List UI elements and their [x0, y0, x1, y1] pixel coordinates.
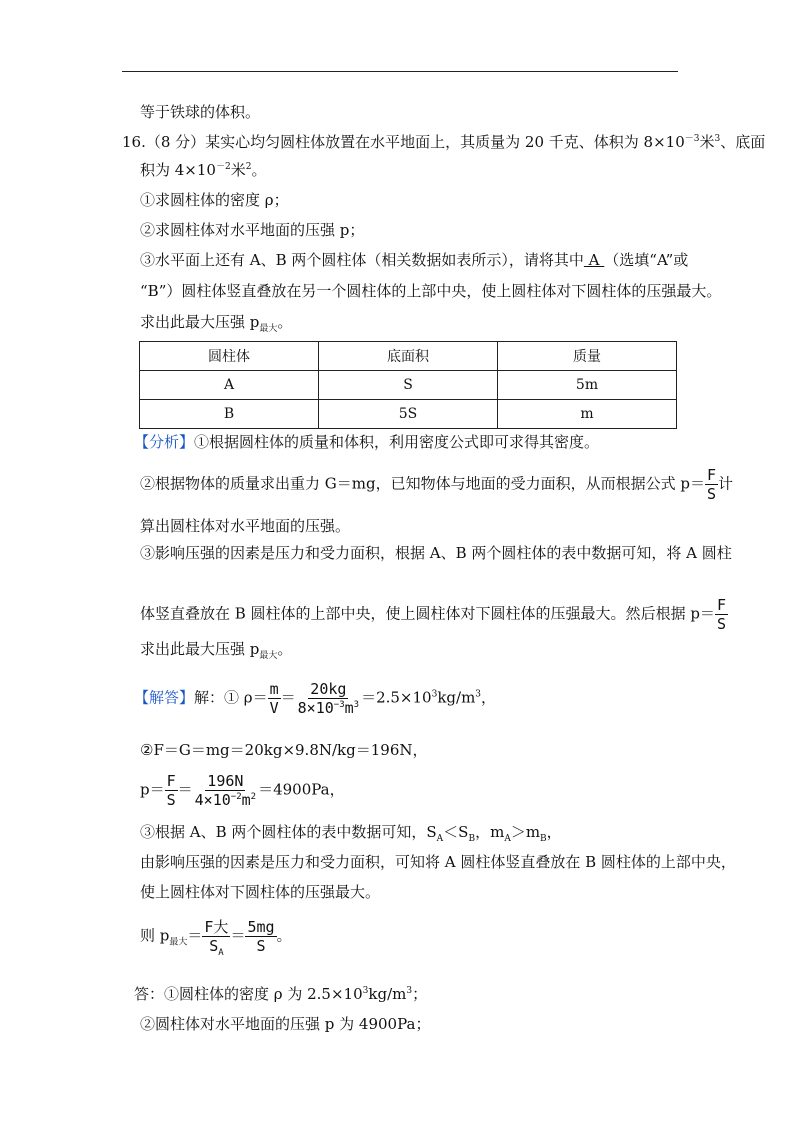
answer-line7: 则 $p_{最大}=$ $\frac{\text{F大}}{S_A}$ ＝ $\frac{5mg}{S}$ 。: [140, 918, 292, 958]
analysis-line2: ②根据物体的质量求出重力 G＝mg，已知物体与地面的受力面积，从而根据公式 p＝ $\frac{F}{S}$ 计: [140, 466, 733, 503]
fraction-5mg-over-s: $\frac{5mg}{S}$: [247, 918, 275, 955]
table-cell: 5S: [319, 400, 498, 429]
table-header-cell: 圆柱体: [140, 342, 319, 371]
fraction-pressure: $\frac{196N}{4\times 10^{-2}m^2}$: [194, 772, 257, 809]
analysis-line3: ③影响压强的因素是压力和受力面积，根据 A、B 两个圆柱体的表中数据可知，将 A 圆柱: [140, 544, 732, 562]
question-part3-end: 求出此最大压强 $p_{最大}$。: [140, 313, 293, 334]
table-header-cell: 底面积: [319, 342, 498, 371]
fraction-m-over-v: $\frac{m}{V}$: [269, 680, 279, 717]
answer-line6: 使上圆柱体对下圆柱体的压强最大。: [140, 883, 381, 901]
final-answer-line1: 答：①圆柱体的密度 ρ 为 $2.5\times 10^3kg/m^3$；: [134, 985, 428, 1003]
fraction-f-over-s: $\frac{F}{S}$: [166, 772, 176, 809]
continuation-line: 等于铁球的体积。: [140, 103, 261, 121]
question-part1: ①求圆柱体的密度 ρ；: [140, 191, 289, 209]
answer-blank: A: [583, 251, 605, 269]
data-table: [139, 341, 677, 429]
answer-line3: p＝ $\frac{F}{S}$ ＝ $\frac{196N}{4\times 10^{-2}m^2}$ ＝4900Pa，: [140, 772, 345, 809]
fraction-density: $\frac{20kg}{8\times 10^{-3}m^3}$: [297, 680, 360, 717]
fraction-max-pressure: $\frac{\text{F大}}{S_A}$: [204, 918, 229, 958]
table-row: [140, 400, 677, 429]
question-part3: ③水平面上还有 A、B 两个圆柱体（相关数据如表所示），请将其中 A （选填“A”或: [140, 251, 689, 269]
question-part2: ②求圆柱体对水平地面的压强 p；: [140, 221, 365, 239]
analysis-line2b: 算出圆柱体对水平地面的压强。: [140, 517, 351, 535]
table-cell: S: [319, 371, 498, 400]
answer-tag: 【解答】: [134, 688, 195, 707]
analysis-tag: 【分析】: [134, 433, 195, 451]
table-header-row: [140, 342, 677, 371]
table-cell: m: [498, 400, 677, 429]
analysis-line1: 【分析】①根据圆柱体的质量和体积，利用密度公式即可求得其密度。: [134, 433, 600, 451]
question-16-line1: 16.（8 分）某实心均匀圆柱体放置在水平地面上，其质量为 20 千克、体积为 $8\times 10^{-3}$米$^3$、底面: [122, 133, 766, 151]
table-cell: B: [140, 400, 319, 429]
answer-line4: ③根据 A、B 两个圆柱体的表中数据可知，$S_A<S_B$，$m_A>m_B$，: [140, 823, 562, 844]
answer-line1: 【解答】解：① ρ＝ $\frac{m}{V}$ ＝ $\frac{20kg}{8\times 10^{-3}m^3}$ $=2.5\times 10^3kg/m^3$，: [134, 680, 497, 717]
fraction-f-over-s: $\frac{F}{S}$: [706, 466, 716, 503]
question-16-line2: 积为 $4\times 10^{-2}$米$^2$。: [140, 161, 267, 179]
table-header-cell: 质量: [498, 342, 677, 371]
table-row: [140, 371, 677, 400]
header-rule: [122, 71, 678, 72]
analysis-line3c: 求出此最大压强 $p_{最大}$。: [140, 640, 293, 661]
answer-line2: ②F＝G＝mg＝20kg×9.8N/kg＝196N，: [140, 741, 428, 759]
analysis-line3b: 体竖直叠放在 B 圆柱体的上部中央，使上圆柱体对下圆柱体的压强最大。然后根据 p＝ $\frac{F}{S}$: [140, 596, 726, 633]
fraction-f-over-s: $\frac{F}{S}$: [716, 596, 726, 633]
question-part3-cont: “B”）圆柱体竖直叠放在另一个圆柱体的上部中央，使上圆柱体对下圆柱体的压强最大。: [140, 282, 722, 300]
table-cell: A: [140, 371, 319, 400]
final-answer-line2: ②圆柱体对水平地面的压强 p 为 4900Pa；: [140, 1015, 431, 1033]
table-cell: 5m: [498, 371, 677, 400]
answer-line5: 由影响压强的因素是压力和受力面积，可知将 A 圆柱体竖直叠放在 B 圆柱体的上部中央，: [140, 853, 736, 871]
